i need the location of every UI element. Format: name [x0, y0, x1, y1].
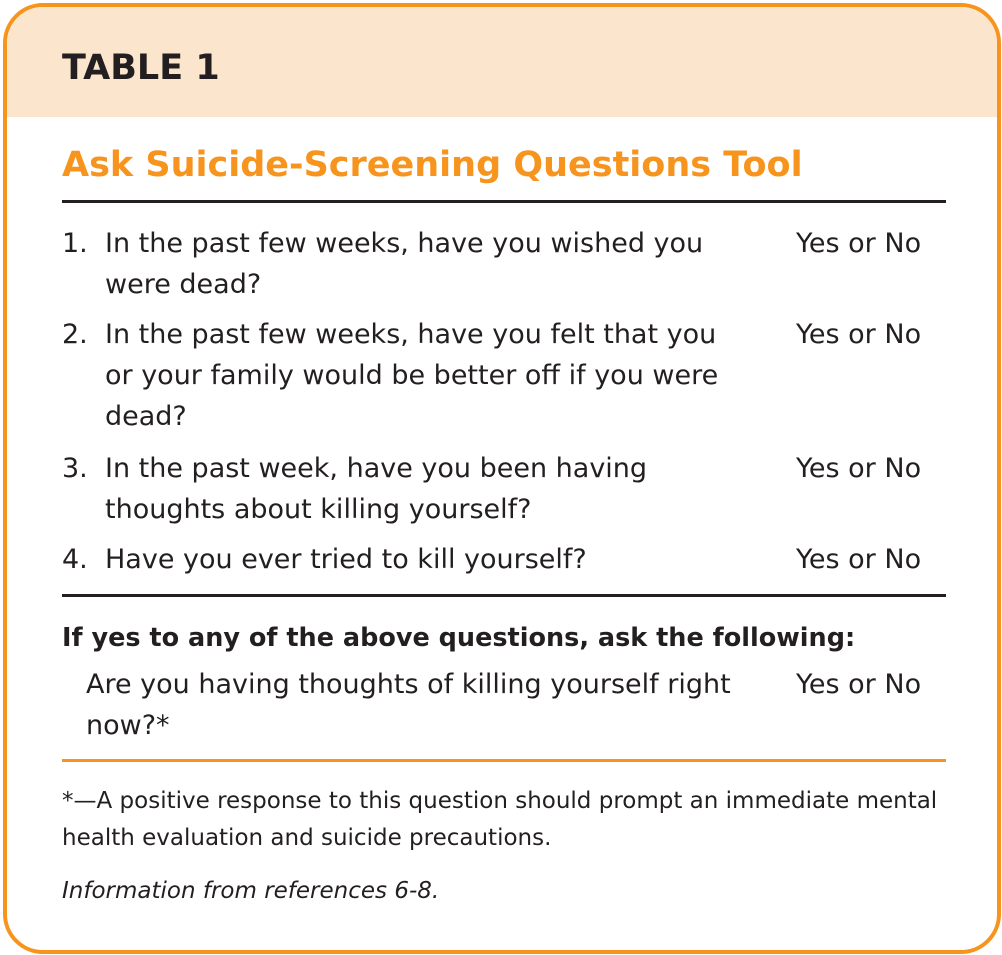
question-number: 2. — [62, 319, 88, 350]
table-label: TABLE 1 — [62, 48, 220, 88]
answer-options: Yes or No — [796, 669, 922, 700]
footnote: *—A positive response to this question should prompt an immediate mental health evaluation and suicide precautions. — [62, 788, 938, 851]
answer-options: Yes or No — [796, 544, 922, 575]
question-number: 3. — [62, 453, 88, 484]
answer-options: Yes or No — [796, 453, 922, 484]
question-number: 1. — [62, 228, 88, 259]
source-citation: Information from references 6-8. — [62, 878, 440, 904]
question-text: In the past few weeks, have you felt that you or your family would be better off if you were dead? — [105, 319, 719, 432]
question-number: 4. — [62, 544, 88, 575]
followup-heading: If yes to any of the above questions, ask the following: — [62, 623, 856, 653]
question-text: Have you ever tried to kill yourself? — [105, 544, 587, 575]
question-text: In the past few weeks, have you wished you were dead? — [105, 228, 704, 300]
table-card — [3, 3, 1001, 954]
tool-title: Ask Suicide-Screening Questions Tool — [62, 145, 803, 185]
answer-options: Yes or No — [796, 319, 922, 350]
footnote-divider — [62, 759, 946, 762]
questions-divider — [62, 594, 946, 597]
table-header — [7, 7, 997, 117]
title-divider — [62, 200, 946, 203]
followup-question-text: Are you having thoughts of killing yourself right now?* — [86, 669, 731, 741]
answer-options: Yes or No — [796, 228, 922, 259]
question-text: In the past week, have you been having thoughts about killing yourself? — [105, 453, 648, 525]
